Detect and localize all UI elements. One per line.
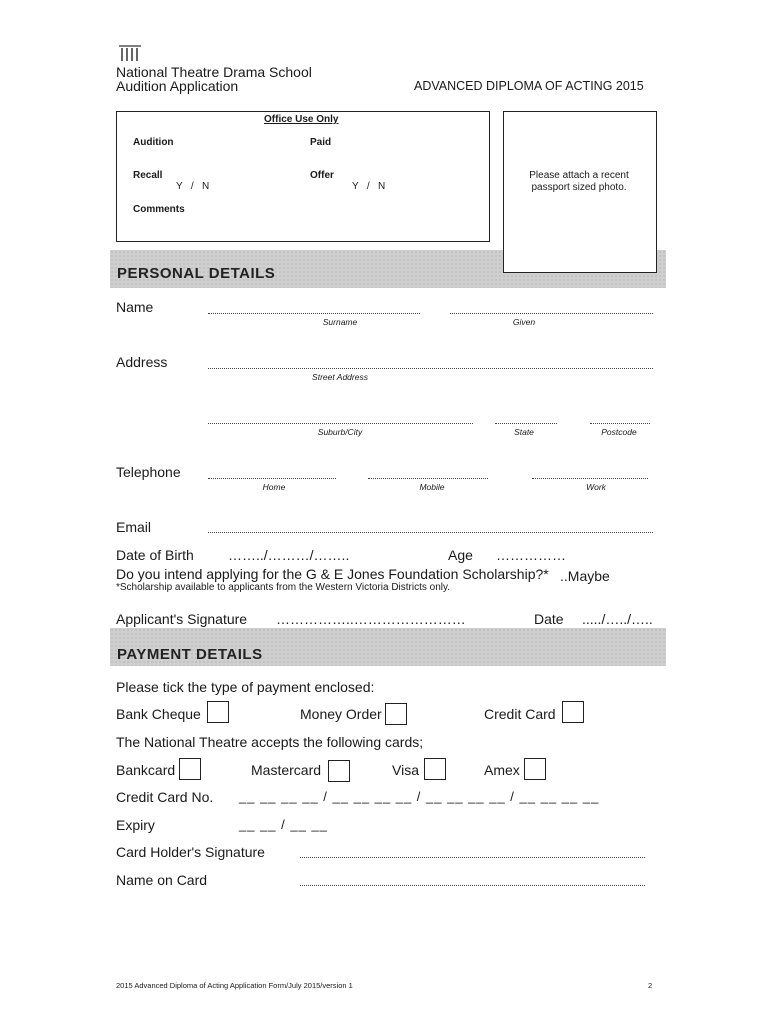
work-phone-field[interactable]: [532, 478, 648, 479]
state-caption: State: [514, 427, 534, 437]
mobile-phone-field[interactable]: [368, 478, 488, 479]
suburb-caption: Suburb/City: [317, 427, 363, 437]
credit-card-label: Credit Card: [484, 706, 556, 722]
bank-cheque-label: Bank Cheque: [116, 706, 201, 722]
scholarship-question: Do you intend applying for the G & E Jones Foundation Scholarship?*: [116, 566, 549, 582]
amex-checkbox[interactable]: [524, 758, 546, 780]
recall-label: Recall: [133, 170, 163, 181]
form-subtitle: Audition Application: [116, 78, 239, 94]
payment-instruction: Please tick the type of payment enclosed:: [116, 679, 375, 695]
audition-label: Audition: [133, 137, 174, 148]
bankcard-label: Bankcard: [116, 762, 176, 778]
dob-field[interactable]: ……../………/……..: [228, 547, 350, 563]
age-label: Age: [448, 547, 473, 563]
mobile-caption: Mobile: [419, 482, 445, 492]
school-logo: [118, 44, 142, 62]
name-on-card-field[interactable]: [300, 885, 645, 886]
visa-label: Visa: [392, 762, 419, 778]
comments-label: Comments: [133, 204, 185, 215]
given-caption: Given: [512, 317, 536, 327]
email-field[interactable]: [208, 532, 653, 533]
school-name: National Theatre Drama School: [116, 64, 312, 80]
age-field[interactable]: ……………: [496, 547, 566, 563]
office-use-box: [116, 111, 490, 242]
email-label: Email: [116, 519, 152, 535]
suburb-field[interactable]: [208, 423, 473, 424]
offer-label: Offer: [310, 170, 334, 181]
address-label: Address: [116, 354, 168, 370]
money-order-label: Money Order: [300, 706, 382, 722]
dob-label: Date of Birth: [116, 547, 194, 563]
surname-caption: Surname: [322, 317, 358, 327]
bankcard-checkbox[interactable]: [179, 758, 201, 780]
telephone-label: Telephone: [116, 464, 181, 480]
money-order-checkbox[interactable]: [385, 703, 407, 725]
given-name-field[interactable]: [450, 313, 653, 314]
offer-yn[interactable]: Y / N: [352, 181, 386, 192]
name-label: Name: [116, 299, 154, 315]
state-field[interactable]: [495, 423, 557, 424]
postcode-caption: Postcode: [601, 427, 637, 437]
card-holder-signature-field[interactable]: [300, 857, 645, 858]
scholarship-note: *Scholarship available to applicants from the Western Victoria Districts only.: [116, 582, 451, 593]
scholarship-answer[interactable]: ..Maybe: [560, 568, 610, 584]
footer-version: 2015 Advanced Diploma of Acting Application Form/July 2015/version 1: [116, 981, 353, 990]
mastercard-checkbox[interactable]: [328, 760, 350, 782]
expiry-label: Expiry: [116, 817, 155, 833]
applicant-signature-label: Applicant's Signature: [116, 611, 248, 627]
payment-details-heading: PAYMENT DETAILS: [117, 646, 263, 663]
course-title: ADVANCED DIPLOMA OF ACTING 2015: [414, 79, 644, 93]
personal-details-heading: PERSONAL DETAILS: [117, 265, 276, 282]
expiry-field[interactable]: __ __ / __ __: [239, 817, 328, 832]
work-caption: Work: [586, 482, 606, 492]
street-address-field[interactable]: [208, 368, 653, 369]
applicant-signature-field[interactable]: ……………..……………………: [276, 611, 466, 627]
mastercard-label: Mastercard: [251, 762, 322, 778]
card-holder-signature-label: Card Holder's Signature: [116, 844, 265, 860]
amex-label: Amex: [484, 762, 520, 778]
street-caption: Street Address: [312, 372, 368, 382]
postcode-field[interactable]: [590, 423, 650, 424]
recall-yn[interactable]: Y / N: [176, 181, 210, 192]
home-phone-field[interactable]: [208, 478, 336, 479]
office-use-title: Office Use Only: [264, 114, 339, 125]
home-caption: Home: [262, 482, 286, 492]
date-field[interactable]: ...../…../…..: [582, 611, 653, 627]
photo-box-overlay: [503, 246, 657, 273]
page-number: 2: [648, 981, 653, 990]
date-label: Date: [534, 611, 564, 627]
credit-card-number-label: Credit Card No.: [116, 789, 214, 805]
surname-field[interactable]: [208, 313, 420, 314]
paid-label: Paid: [310, 137, 332, 148]
photo-instructions: Please attach a recent passport sized photo.: [529, 170, 629, 193]
credit-card-number-field[interactable]: __ __ __ __ / __ __ __ __ / __ __ __ __ / __ __ __ __: [239, 789, 600, 804]
name-on-card-label: Name on Card: [116, 872, 208, 888]
credit-card-checkbox[interactable]: [562, 701, 584, 723]
accepted-cards-text: The National Theatre accepts the following cards;: [116, 734, 424, 750]
bank-cheque-checkbox[interactable]: [207, 701, 229, 723]
visa-checkbox[interactable]: [424, 758, 446, 780]
